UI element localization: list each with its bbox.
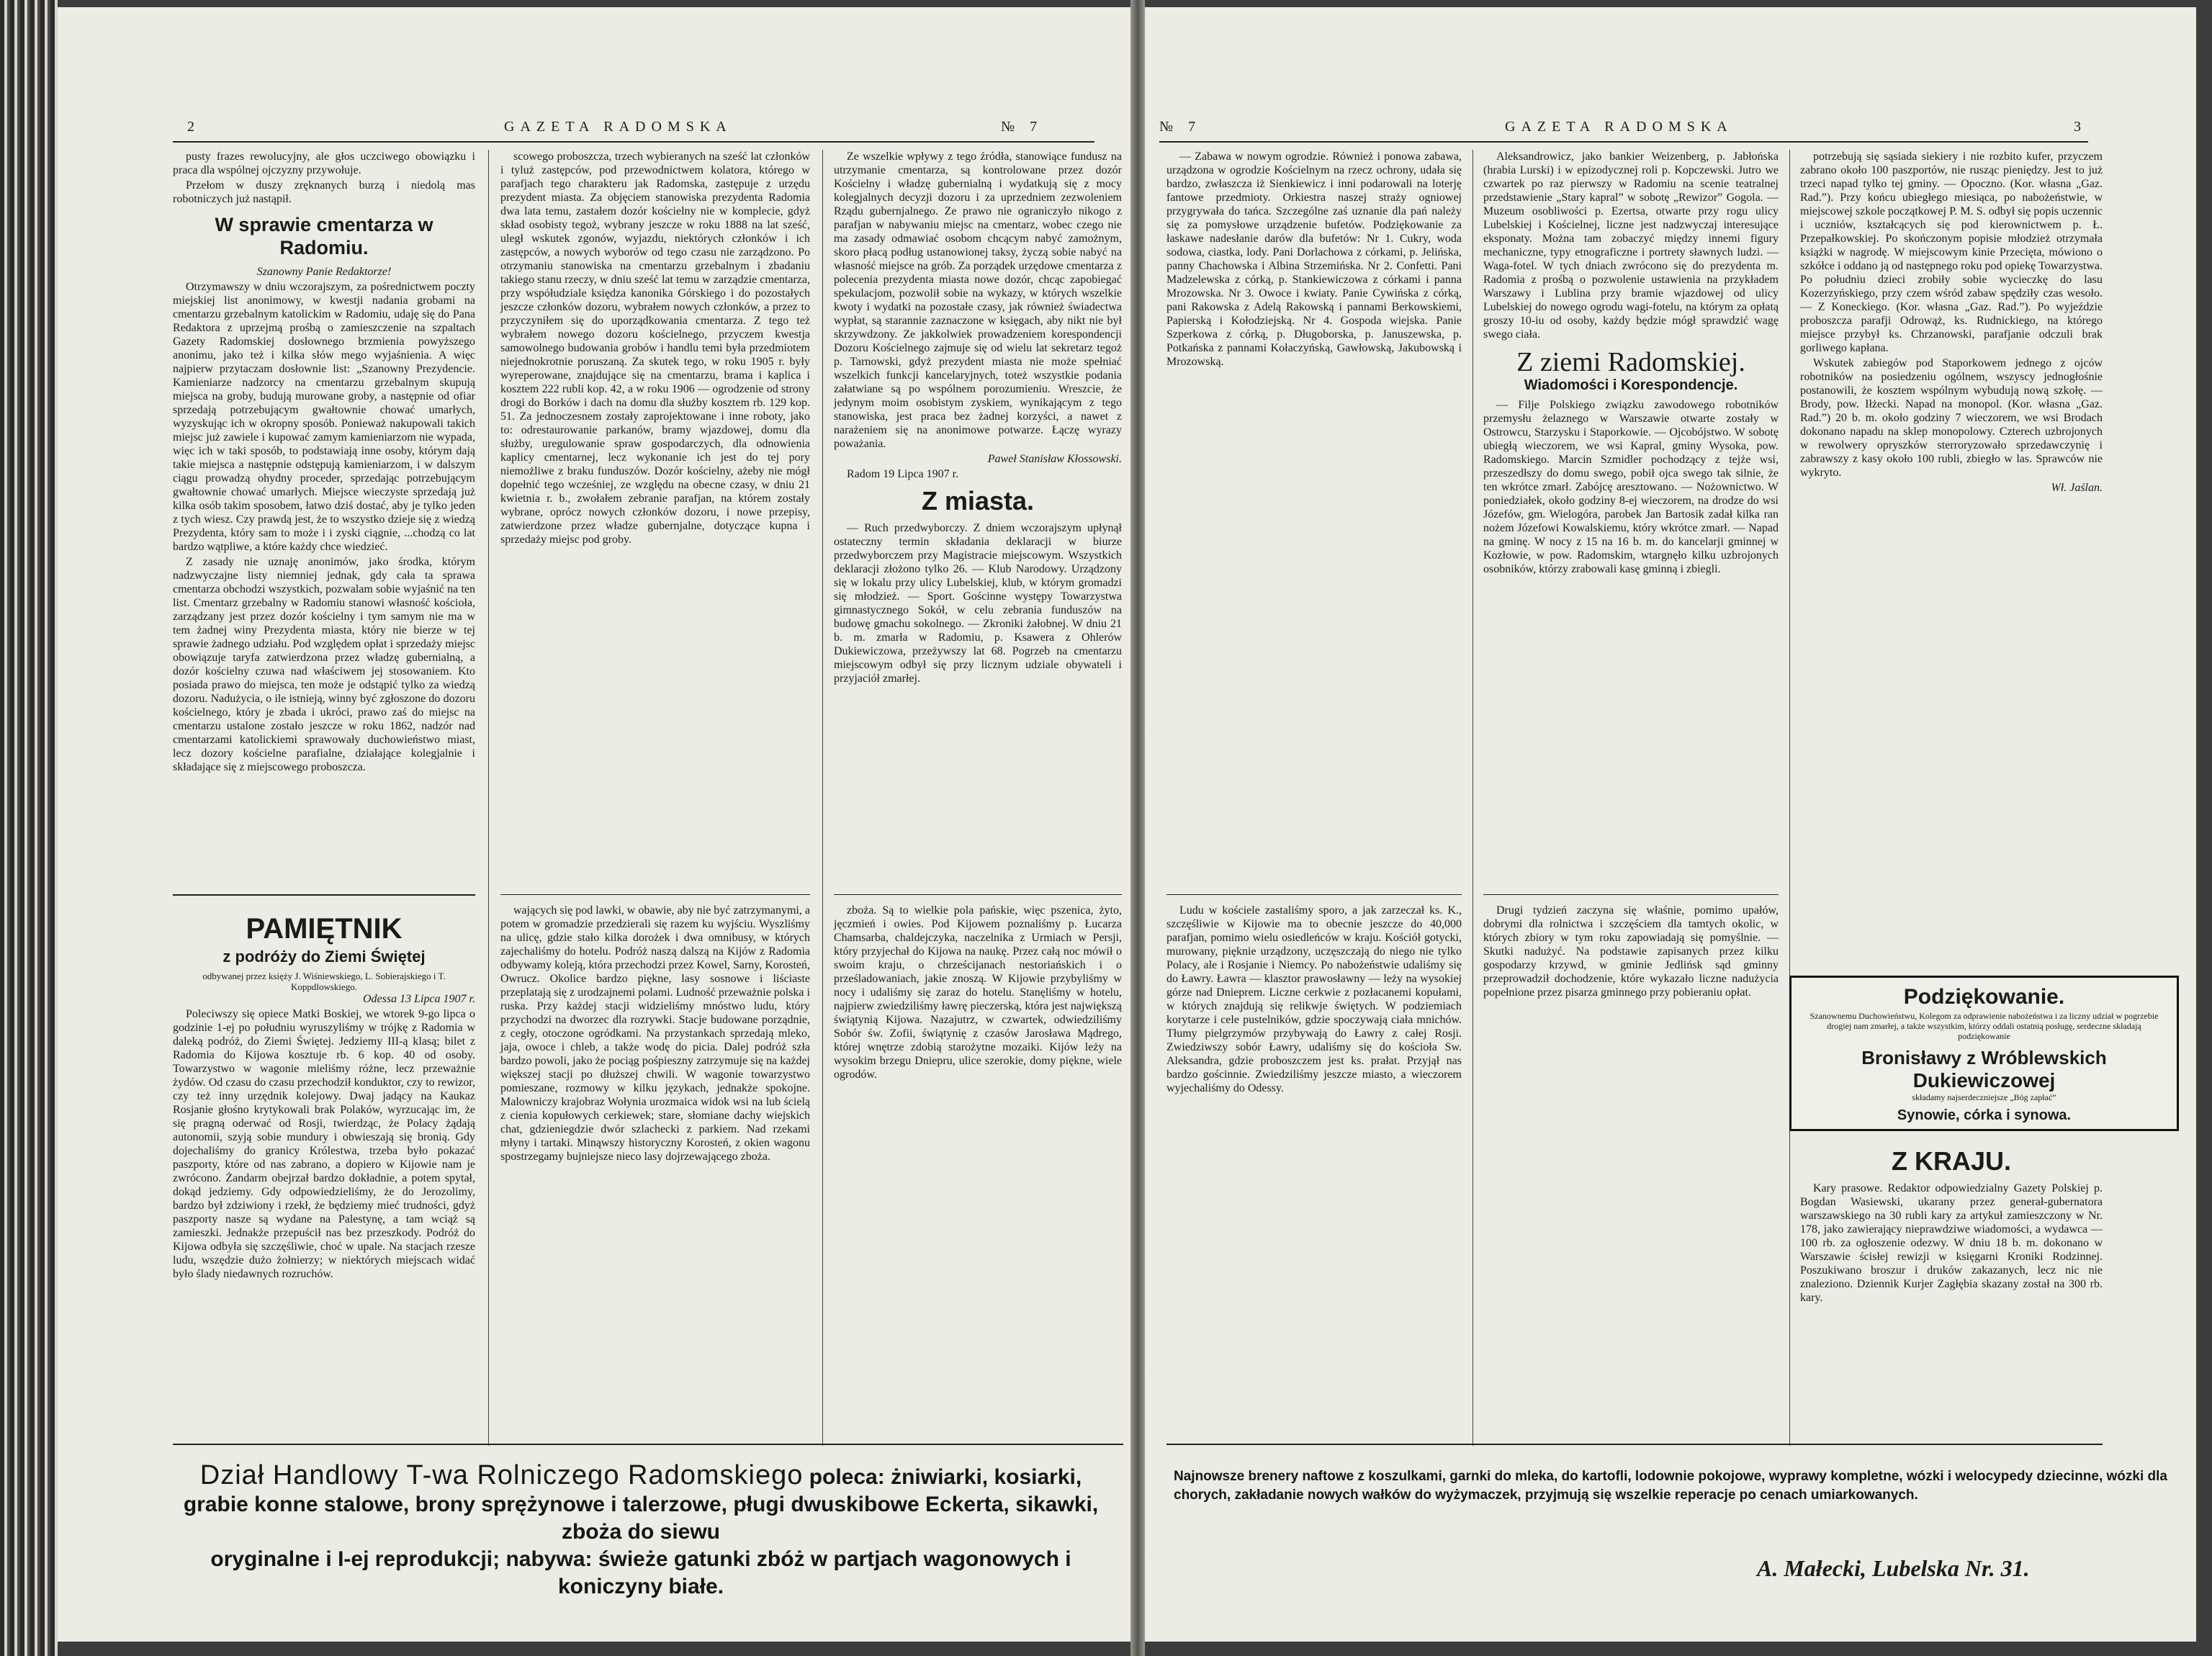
thanks-body: Szanownemu Duchowieństwu, Kolegom za odprawienie nabożeństwa i za liczny udział w pogrzebie drogiej nam zmarłej, a także wszystkim, którzy oddali ostatnią posługę, serdeczne składają podziękowanie [1809,1011,2159,1041]
section-heading-z-kraju: Z KRAJU. [1891,1146,2011,1176]
column-2-lower [500,904,810,1165]
paragraph: Kary prasowe. Redaktor odpowiedzialny Gazety Polskiej p. Bogdan Wasiewski, ukarany przez generał-gubernatora warszawskiego na 30 rubli kary za artykuł zamieszczony w Nr. 178, jako zawierający nieprawdziwe wiadomości, a wydawca — 100 rb. za ogłoszenie odezwy. W dniu 18 b. m. dokonano w Warszawie ścisłej rewizji w księgarni Kroniki Rodzinnej. Poszukiwano broszur i druków zakazanych, lecz nic nie znaleziono. Dziennik Kurjer Zagłębia skazany został na 300 rb. kary. [1800,1182,2103,1304]
paragraph: Drugi tydzień zaczyna się właśnie, pomimo upałów, dobrymi dla rolnictwa i szczęściem dla tamtych okolic, w których zbiory w tym roku zapowiadają się pomyślnie. — Skutki nadużyć. Na podstawie zapisanych przez kilku gospodarzy krzywd, w gminie Jedlińsk sąd gminny przeprowadził dochodzenie, które wykazało liczne nadużycia popełnione przez pisarza gminnego przy pobieraniu opłat. [1483,904,1779,999]
ad-rule [173,1444,1123,1445]
header-rule [173,141,1094,143]
ad-offer: poleca: żniwiarki, kosiarki, [809,1465,1082,1489]
paragraph: Z zasady nie uznaję anonimów, jako środka, którym nadzwyczajne listy niemniej jednak, gdy cała ta sprawa cmentarza obchodzi wszystkich, pozwalam sobie wyjaśnić na ten list. Cmentarz grzebalny w Radomiu stanowi własność kościoła, zarządzany jest przez dozór kościelny i tym samym nie ma w tem żadnej winy Prezydenta miasta, który nie bierze w tej sprawie żadnego udziału. Pod względem opłat i sprzedaży miejsc obowiązuje taryfa zatwierdzona przez władzę gubernialną, a dozór kościelny czuwa nad właściwem jej stosowaniem. Kto posiada prawo do miejsca, ten może je odstąpić tylko za wiedzą dozoru. Nadużycia, o ile istnieją, winny być zgłoszone do dozoru kościelnego, który je zbada i ukróci, prawo zaś do miejsc na cmentarzu ustalone zostało jeszcze w roku 1862, nadzór nad cmentarzami katolickiemi sprawowały duchowieństwo miast, lecz dozory kościelne parafialne, działające kolegjalnie i składające się z miejscowego proboszcza. [173,556,475,773]
ad-line: grabie konne stalowe, brony sprężynowe i talerzowe, pługi dwuskibowe Eckerta, sikawki, zboża do siewu [183,1493,1099,1544]
pamietnik-title: PAMIĘTNIK [246,913,403,945]
column-3 [834,150,1122,687]
column-divider [822,150,823,1446]
thanks-notice [1789,976,2179,1131]
signature: Paweł Stanisław Kłossowski. [987,453,1122,465]
section-heading-z-ziemi: Z ziemi Radomskiej. [1516,347,1745,377]
column-3-lower [834,904,1122,1083]
column-divider [488,150,489,1446]
thanks-surname: Dukiewiczowej [1912,1069,2056,1092]
dateline: Odessa 13 Lipca 1907 r. [362,993,475,1005]
paragraph: Aleksandrowicz, jako bankier Weizenberg, p. Jabłońska (hrabia Lurski) i w epizodycznej roli p. Kopczewski. Jutro we czwartek po raz pierwszy w Radomiu na scenie teatralnej przedstawienie „Stary kapral” w sobotę „Rewizor” Gogola. — Muzeum osobliwości p. Ezertsa, otwarte przy rogu ulicy Lubelskiej i Kościelnej, liczne jest nadzwyczaj interesujące eksponaty. Można tam zobaczyć między innemi figury mechaniczne, typy etnograficzne i portrety sławnych ludzi. — Waga-fotel. W tych dniach zwrócono się do prezydenta m. Radomia z prośbą o pozwolenie ustawienia na przykładem Warszawy i Lublina przy bramie wjazdowej od ulicy Lubelskiej do nowego ogrodu wagi-fotelu, na którym za opłatą groszy 10-iu od osoby, każdy będzie mógł sprawdzić wagę swego ciała. [1483,150,1779,341]
salutation: Szanowny Panie Redaktorze! [256,266,392,278]
paragraph: — Ruch przedwyborczy. Z dniem wczorajszym upłynął ostateczny termin składania deklaracji w biurze przedwyborczem przy Magistracie miejscowym. Wszystkich deklaracji złożono tylko 26. — Klub Narodowy. Urządzony się w lokalu przy ulicy Lubelskiej, klub, w którym gromadzi się młodzież. — Sport. Gościnne występy Towarzystwa gimnastycznego Sokół, w celu zebrania funduszów na budowę gmachu sokolnego. — Zkroniki żałobnej. W dniu 21 b. m. zmarła w Radomiu, p. Ksawera z Ohlerów Dukiewiczowa, przeżywszy lat 68. Pogrzeb na cmentarzu miejscowym odbył się przy licznym udziale obywateli i przyjaciół zmarłej. [834,522,1122,685]
page-gutter [1130,0,1145,1656]
section-rule [500,894,810,895]
masthead-title: GAZETA RADOMSKA [504,119,732,135]
ad-signature: A. Małecki, Lubelska Nr. 31. [1757,1555,2030,1581]
column-4 [1166,150,1462,370]
column-1-lower [173,907,475,1282]
thanks-note: składamy najserdeczniejsze „Bóg zapłać” [1912,1092,2056,1102]
section-rule [1166,894,1462,895]
paragraph: scowego proboszcza, trzech wybieranych na sześć lat członków i tyluż zastępców, pod przewodnictwem kolatora, którego w parafjach tego charakteru jak Radomska, zastępuje z urzędu prezydent miasta. Za objęciem stanowiska prezydenta Radomia dwa lata temu, zastałem dozór kościelny nie w komplecie, gdyż skład osobisty tegoż, wybrany jeszcze w roku 1888 na lat sześć, uległ wskutek zgonów, wyjazdu, niektórych członków i ich zastępców, a nowych wyborów od tego czasu nie zarządzono. Po otrzymaniu stanowiska na cmentarzu grzebalnym i zbadaniu takiego stanu rzeczy, w dniu sześć lat temu w zarządzie cmentarza, przy współudziale księdza kanonika Górskiego i do pozostałych jeszcze członków dozoru, wybrałem nowych członków, a przez to przyczyniłem się do uporządkowania cmentarza. Z tego też wybrałem nowego dozoru kościelnego, przyczem kwestja samowolnego budowania grobów i handlu temi była przedmiotem niejednokrotnie poruszaną. Za skutek tego, w roku 1905 r. były wyreperowane, znajdujące się na cmentarzu, brama i kaplica i kosztem 222 rubli kop. 42, a w roku 1906 — ogrodzenie od strony drogi do Borków i dach na domu dla służby kosztem rb. 129 kop. 51. Za jednoczesnem zostały zaprojektowane i inne roboty, jako to: odrestaurowanie parkanów, bramy wjazdowej, domu dla służby, uregulowanie spraw gospodarczych, dla odnowienia kaplicy cmentarnej, lecz wykonanie ich jest do tej pory niemożliwe z braku funduszów. Dozór kościelny, ażeby nie mógł dopełnić tego wcześniej, ze względu na obecne czasy, w dniu 21 kwietnia r. b., zwołałem zebranie parafjan, na którem zostały wybrane, oprócz nowych członków dozoru, i nowe przepisy, zatwierdzone przez władze gubernjalne, dotyczące kupna i sprzedaży miejsc pod groby. [500,150,810,546]
paragraph: potrzebują się sąsiada siekiery i nie rozbito kufer, przyczem zabrano około 100 paszportów, nie rusząc pieniędzy. Jest to już trzeci napad tylko tej gminy. — Opoczno. (Kor. własna „Gaz. Rad.”). Przy końcu ubiegłego miesiąca, po nabożeństwie, w miejscowej szkole początkowej P. M. S. odbył się popis uczennic i uczniów, kształcących się pod kierownictwem p. Ł. Przepałkowskiej. Po skończonym popisie młodzież otrzymała książki w nagrodę. W miejscowym kinie Przecięta, mówiono o szkółce i oddano ją od następnego roku pod opiekę Towarzystwa. Po południu dzieci zrobiły sobie wycieczkę do lasu Kozerzyńskiego, przy czem wśród zabaw spędziły czas wesoło. — Z Koneckiego. (Kor. własna „Gaz. Rad.”). Po wyjeździe proboszcza parafji Odrowąż, ks. Rudnickiego, na którego miejsce przybył ks. Chrzanowski, parafjanie odczuli brak gorliwego kapłana. [1800,150,2103,354]
page-number: 3 [2074,119,2087,135]
dateline: Radom 19 Lipca 1907 r. [847,468,959,480]
advertisement-left [173,1462,1109,1601]
left-page [58,7,1130,1642]
paragraph: zboża. Są to wielkie pola pańskie, więc pszenica, żyto, jęczmień i owies. Pod Kijowem poznaliśmy p. Łucarza Chamsarba, chaldejczyka, naczelnika z Urmiach w Persji, który przyjechał do Kijowa na naukę. Przez całą noc mówił o swoim kraju, o chrześcijanach nestoriańskich i o prześladowaniach, jakie znoszą. W Kijowie przybyliśmy w nocy i udaliśmy się zaraz do hotelu. Stanęliśmy w hotelu, najpierw zwiedziliśmy ławrę pieczerską, która jest największą świątynią Kijowa. Nazajutrz, w czwartek, odwiedziliśmy Sobór św. Zofii, świątynię z czasów Jarosława Mądrego, której wnętrze zdobią starożytne mozaiki. Kijów leży na wysokim brzegu Dniepru, ulice szerokie, domy piękne, wiele ogrodów. [834,904,1122,1081]
signature: Wł. Jaślan. [2051,482,2103,494]
column-1 [173,150,475,775]
ad-company: Dział Handlowy T-wa Rolniczego Radomskiego [199,1460,804,1490]
column-2 [500,150,810,548]
column-5 [1483,150,1779,577]
column-4-lower [1166,904,1462,1097]
paragraph: Ludu w kościele zastaliśmy sporo, a jak zarzeczał ks. K., szczęśliwie w Kijowie ma to obecnie jeszcze do 40,000 parafjan, pomimo wielu osiedleńców w kraju. Kościół gotycki, murowany, pięknie urządzony, uczęszczają do niego nie tylko Polacy, ale i Rosjanie i Niemcy. Po nabożeństwie udaliśmy się do Ławry. Ławra — klasztor prawosławny — leży na wysokiej górze nad Dnieprem. Liczne cerkwie z pozłacanemi kopułami, w których znajdują się relikwje świętych. W podziemiach korytarze i cele pustelników, gdzie spoczywają ciała mnichów. Tłumy pielgrzymów przybywają do Ławry z całej Rosji. Zwiedziwszy sobór Ławry, udaliśmy się do kościoła Sw. Aleksandra, gdzie proboszczem jest ks. prałat. Przyjął nas bardzo gościnnie. Zwiedziliśmy jeszcze miasto, a wieczorem wyjechaliśmy do Odessy. [1166,904,1462,1094]
article-heading: W sprawie cmentarza w Radomiu. [215,214,433,258]
section-heading-z-miasta: Z miasta. [921,486,1035,516]
section-subheading: Wiadomości i Korespondencje. [1524,377,1738,393]
right-running-head [1145,119,2196,139]
thanks-name: Bronisławy z Wróblewskich [1861,1047,2107,1068]
ad-line: oryginalne i I-ej reprodukcji; nabywa: świeże gatunki zbóż w partjach wagonowych i koniczyny białe. [210,1547,1071,1598]
ad-rule [1166,1444,2103,1445]
issue-number: № 7 [1159,119,1202,135]
pamietnik-byline: odbywanej przez księży J. Wiśniewskiego, L. Sobierajskiego i T. Koppdlowskiego. [202,971,446,992]
advertisement-right [1174,1467,2167,1505]
header-rule [1159,141,2088,143]
masthead-title: GAZETA RADOMSKA [1505,119,1733,135]
ad-text: Najnowsze brenery naftowe z koszulkami, garnki do mleka, do kartofli, lodownie pokojowe, wyprawy kompletne, wózki i welocypedy dziecinne, wózki dla chorych, zakładanie nowych wałków do wyżymaczek, przyjmują się wszelkie reperacje po cenach umiarkowanych. [1174,1469,2167,1503]
paragraph: — Filje Polskiego związku zawodowego robotników przemysłu żelaznego w Warszawie otwarte zostały w Ostrowcu, Starzysku i Staporkowie. — Ojcobójstwo. W sobotę ubiegłą wieczorem, we wsi Kapral, gminy Wysoka, pow. Radomskiego. Marcin Szmidler pochodzący z tejże wsi, przeszedłszy do domu swego, pobił ojca swego tak silnie, że ten wkrótce zmarł. Zabójcę aresztowano. — Nożownictwo. W poniedziałek, około godziny 8-ej wieczorem, na drodze do wsi Józefów, gm. Wielogóra, parobek Jan Bartosik zadał kilka ran nożem Józefowi Kowalskiemu, który wkrótce zmarł. — Napad na gminę. W nocy z 15 na 16 b. m. do kancelarji gminnej w Kozłowie, w pow. Radomskim, wtargnęło kilku uzbrojonych osobników, którzy zrabowali kasę gminną i zbiegli. [1483,399,1779,575]
pamietnik-subtitle: z podróży do Ziemi Świętej [222,948,426,966]
column-6-lower [1800,1141,2103,1306]
column-6 [1800,150,2103,496]
paragraph: pusty frazes rewolucyjny, ale głos uczciwego obowiązku i praca dla wspólnej ojczyzny przywołuje. [173,150,475,176]
left-running-head [58,119,1130,139]
right-page [1145,7,2196,1642]
paragraph: Wskutek zabiegów pod Staporkowem jednego z ojców robotników na posiedzeniu ogólnem, wszyscy jednogłośnie postanowili, że kosztem wspólnym wybudują nową szkołę. — Brody, pow. Iłżecki. Napad na monopol. (Kor. własna „Gaz. Rad.”) 20 b. m. około godziny 7 wieczorem, we wsi Brodach dokonano napadu na sklep monopolowy. Czterech uzbrojonych w rewolwery opryszków sterroryzowało sprzedawczynię i zabrawszy z kasy około 100 rubli, zbiegło w las. Sprawców nie wykryto. [1800,357,2103,479]
section-rule [173,894,475,896]
paragraph: — Zabawa w nowym ogrodzie. Również i ponowa zabawa, urządzona w ogrodzie Kościelnym na rzecz ochrony, udała się bardzo, zwłaszcza iż Sienkiewicz i inni podarowali na loterję fantowe przedmioty. Orkiestra naszej straży ogniowej przygrywała do tańca. Szczególne zaś uznanie dla pań należy się za pomysłowe urządzenie bufetów. Podziękowanie za łaskawe nadesłanie darów dla bufetów: Nr 1. Cukry, woda sodowa, ciastka, lody. Pani Dorlachowa z córkami, p. Jelińska, panny Chachowska i Albina Strzemińska. Nr 2. Confetti. Pani Madzelewska z córką, p. Stankiewiczowa z córkami i panna Mrozowska. Nr 3. Owoce i kwiaty. Panie Cywińska z córką, pani Rakowska z Adelą Rakowską i pannami Berkowskiemi, Papierską i Kołodziejską. Nr 4. Gospoda wiejska. Panie Szperkowa z córką, p. Długoborska, p. Januszewska, p. Potkańska z pannami Kołaczyńską, Gawłowską, Jakubowską i Mrozowską. [1166,150,1462,368]
page-stack-edge [0,0,58,1656]
paragraph: Ze wszelkie wpływy z tego źródła, stanowiące fundusz na utrzymanie cmentarza, są kontrolowane przez dozór Kościelny i władzę gubernialną i wydatkują się z mocy kolegjalnych decyzji dozoru i za uprzedniem zezwoleniem Rządu gubernjalnego. Ze prawo nie ograniczyło nikogo z parafjan w nabywaniu miejsc na cmentarz, wobec czego nie ma zasady odmawiać osobom chcącym nabyć zamożnym, skoro płacą podług ustanowionej taksy, życzą sobie nabyć na własność miejsce na grób. Za porządek urzędowe cmentarza z polecenia prezydenta miasta nowe dozór, chcąc zapobiegać spekulacjom, pozwolił sobie na wykazy, w których wszelkie kwoty i wydatki na pozostałe czasy, jak również świadectwa wypłat, są starannie zaznaczone w księgach, aby nikt nie był skrzywdzony. Ze jakkolwiek prowadzeniem korespondencji Dozoru Kościelnego zajmuje się od wielu lat sekretarz tegoż p. Tarnowski, gdyż prezydent miasta nie może spełniać wszelkich funkcji kancelaryjnych, toteż wszystkie podania załatwiane są po wspólnem porozumieniu. Wreszcie, że jedynym moim osobistym zyskiem, wynikającym z tego stanowiska, jest praca bez żadnej korzyści, a nawet z narażeniem się na anonimowe potwarze. Łączę wyrazy poważania. [834,150,1122,450]
paragraph: wających się pod lawki, w obawie, aby nie być zatrzymanymi, a potem w gromadzie przedzierali się razem ku wyjściu. Wyszliśmy na ulicę, gdzie stało kilka dorożek i dwa omnibusy, w których zajechaliśmy do hotelu. Podróż naszą dalszą na Kijów z Radomia odbywamy koleją, która przechodzi przez Kowel, Sarny, Korosteń, Owrucz. Okolice bardzo piękne, lasy sosnowe i liściaste przeplatają się z urodzajnemi polami. Ludność przeważnie polska i ruska. Przy każdej stacji widzieliśmy mnóstwo ludu, który przychodzi na dworzec dla rozrywki. Stacje budowane porządnie, z cegły, otoczone ogródkami. Na przystankach sprzedają mleko, jaja, owoce i chleb, a także wodę do picia. Dalej podróż szła bardzo powoli, jako że pociąg pośpieszny zatrzymuje się na każdej większej stacji po dłuższej chwili. W wagonie towarzystwo pomieszane, rozmowy w kilku językach, jednakże spokojne. Malowniczy krajobraz Wołynia urozmaica widok wsi na lub ścielą z cienia kopułowych cerkiewek; stare, słomiane dachy wiejskich chat, gdzieniegdzie dwór szlachecki z parkiem. Nad rzekami młyny i tartaki. Minąwszy historyczny Korosteń, z okien wagonu spostrzegamy bujniejsze nieco lasy dojrzewającego zboża. [500,904,810,1163]
thanks-family: Synowie, córka i synowa. [1897,1107,2072,1123]
column-5-lower [1483,904,1779,1001]
page-number: 2 [187,119,200,135]
paragraph: Otrzymawszy w dniu wczorajszym, za pośrednictwem poczty miejskiej list anonimowy, w kwestji nadania grobami na cmentarzu grzebalnym katolickim w Radomiu, udaję się do Pana Redaktora z uprzejmą prośbą o zamieszczenie na szpaltach Gazety Radomskiej dosłownego brzmienia powyższego anonimu, jako też i kilka słów mego wyjaśnienia. A więc najpierw przytaczam dosłownie list: „Szanowny Prezydencie. Kamieniarze nadzorcy na cmentarzu grzebalnym skupują miejsca na groby, budują murowane groby, a następnie od ofiar sprzedają potrzebującym gwałtownie chować umarłych, wyzyskując ich w okropny sposób. Ponieważ nakupowali takich miejsc już zawiele i kupować zamym kamieniarzom nie wypada, więc ich w taki sposób, to podstawiają inne osoby, którym dają takie miejsca a następnie odstępują kamieniarzom, i w dalszym ciągu prowadzą ohydny proceder, sprzedając potrzebującym gwałtownie chować umarłych. Miejsce wieczyste sprzedają już kilka osób takim sposobem, łatwo dziś dostać, aby je tylko jeden z tych wiesz. Czy prawdą jest, że to wszystko dzieje się z wiedzą Prezydenta, który sam to może i i zyski ciągnie, ...chodzą co lat bardzo wątpliwe, a które każdy chce wiedzieć. [173,281,475,553]
column-divider [1789,150,1790,1446]
paragraph: Przełom w duszy zręknanych burzą i niedolą mas robotniczych już nastąpił. [173,179,475,205]
thanks-title: Podziękowanie. [1903,985,2065,1009]
issue-number: № 7 [1001,119,1043,135]
section-rule [834,894,1122,895]
section-rule [1483,894,1779,895]
paragraph: Poleciwszy się opiece Matki Boskiej, we wtorek 9-go lipca o godzinie 1-ej po południu wyruszyliśmy w trójkę z Radomia w daleką podróż, do Ziemi Świętej. Jedziemy III-ą klasą; bilet z Radomia do Kijowa kosztuje rb. 6 kop. 40 od osoby. Towarzystwo w wagonie mieliśmy różne, lecz przeważnie żydów. Od czasu do czasu przechodził konduktor, czy to rewizor, czy też inny urzędnik kolejowy. Dwaj jadący na Kaukaz Rosjanie głośno krytykowali brak Polaków, wyrzucając im, że się pragną oderwać od Rosji, twierdząc, że Polacy żądają autonomii, szyją sobie mundury i obwieszają się bronią. Gdy dojechaliśmy do granicy Królestwa, trzeba było pokazać paszporty, które od nas zabrano, a dopiero w Kijowie nam je zwrócono. Żandarm obejrzał bardzo dokładnie, a potem spytał, dokąd jedziemy. Gdy odpowiedzieliśmy, że do Jerozolimy, bardzo był zdziwiony i rzekł, że będziemy mieć trudności, gdyż paszporty nasze są wydane na Palestynę, a tam wciąż są zamieszki. Jednakże przepuścił nas bez przeszkody. Podróż do Kijowa odbyła się szczęśliwie, choć w upale. Na stacjach rzesze ludu, wszędzie dużo żołnierzy; w niektórych miejscach widać było ślady niedawnych rozruchów. [173,1008,475,1280]
